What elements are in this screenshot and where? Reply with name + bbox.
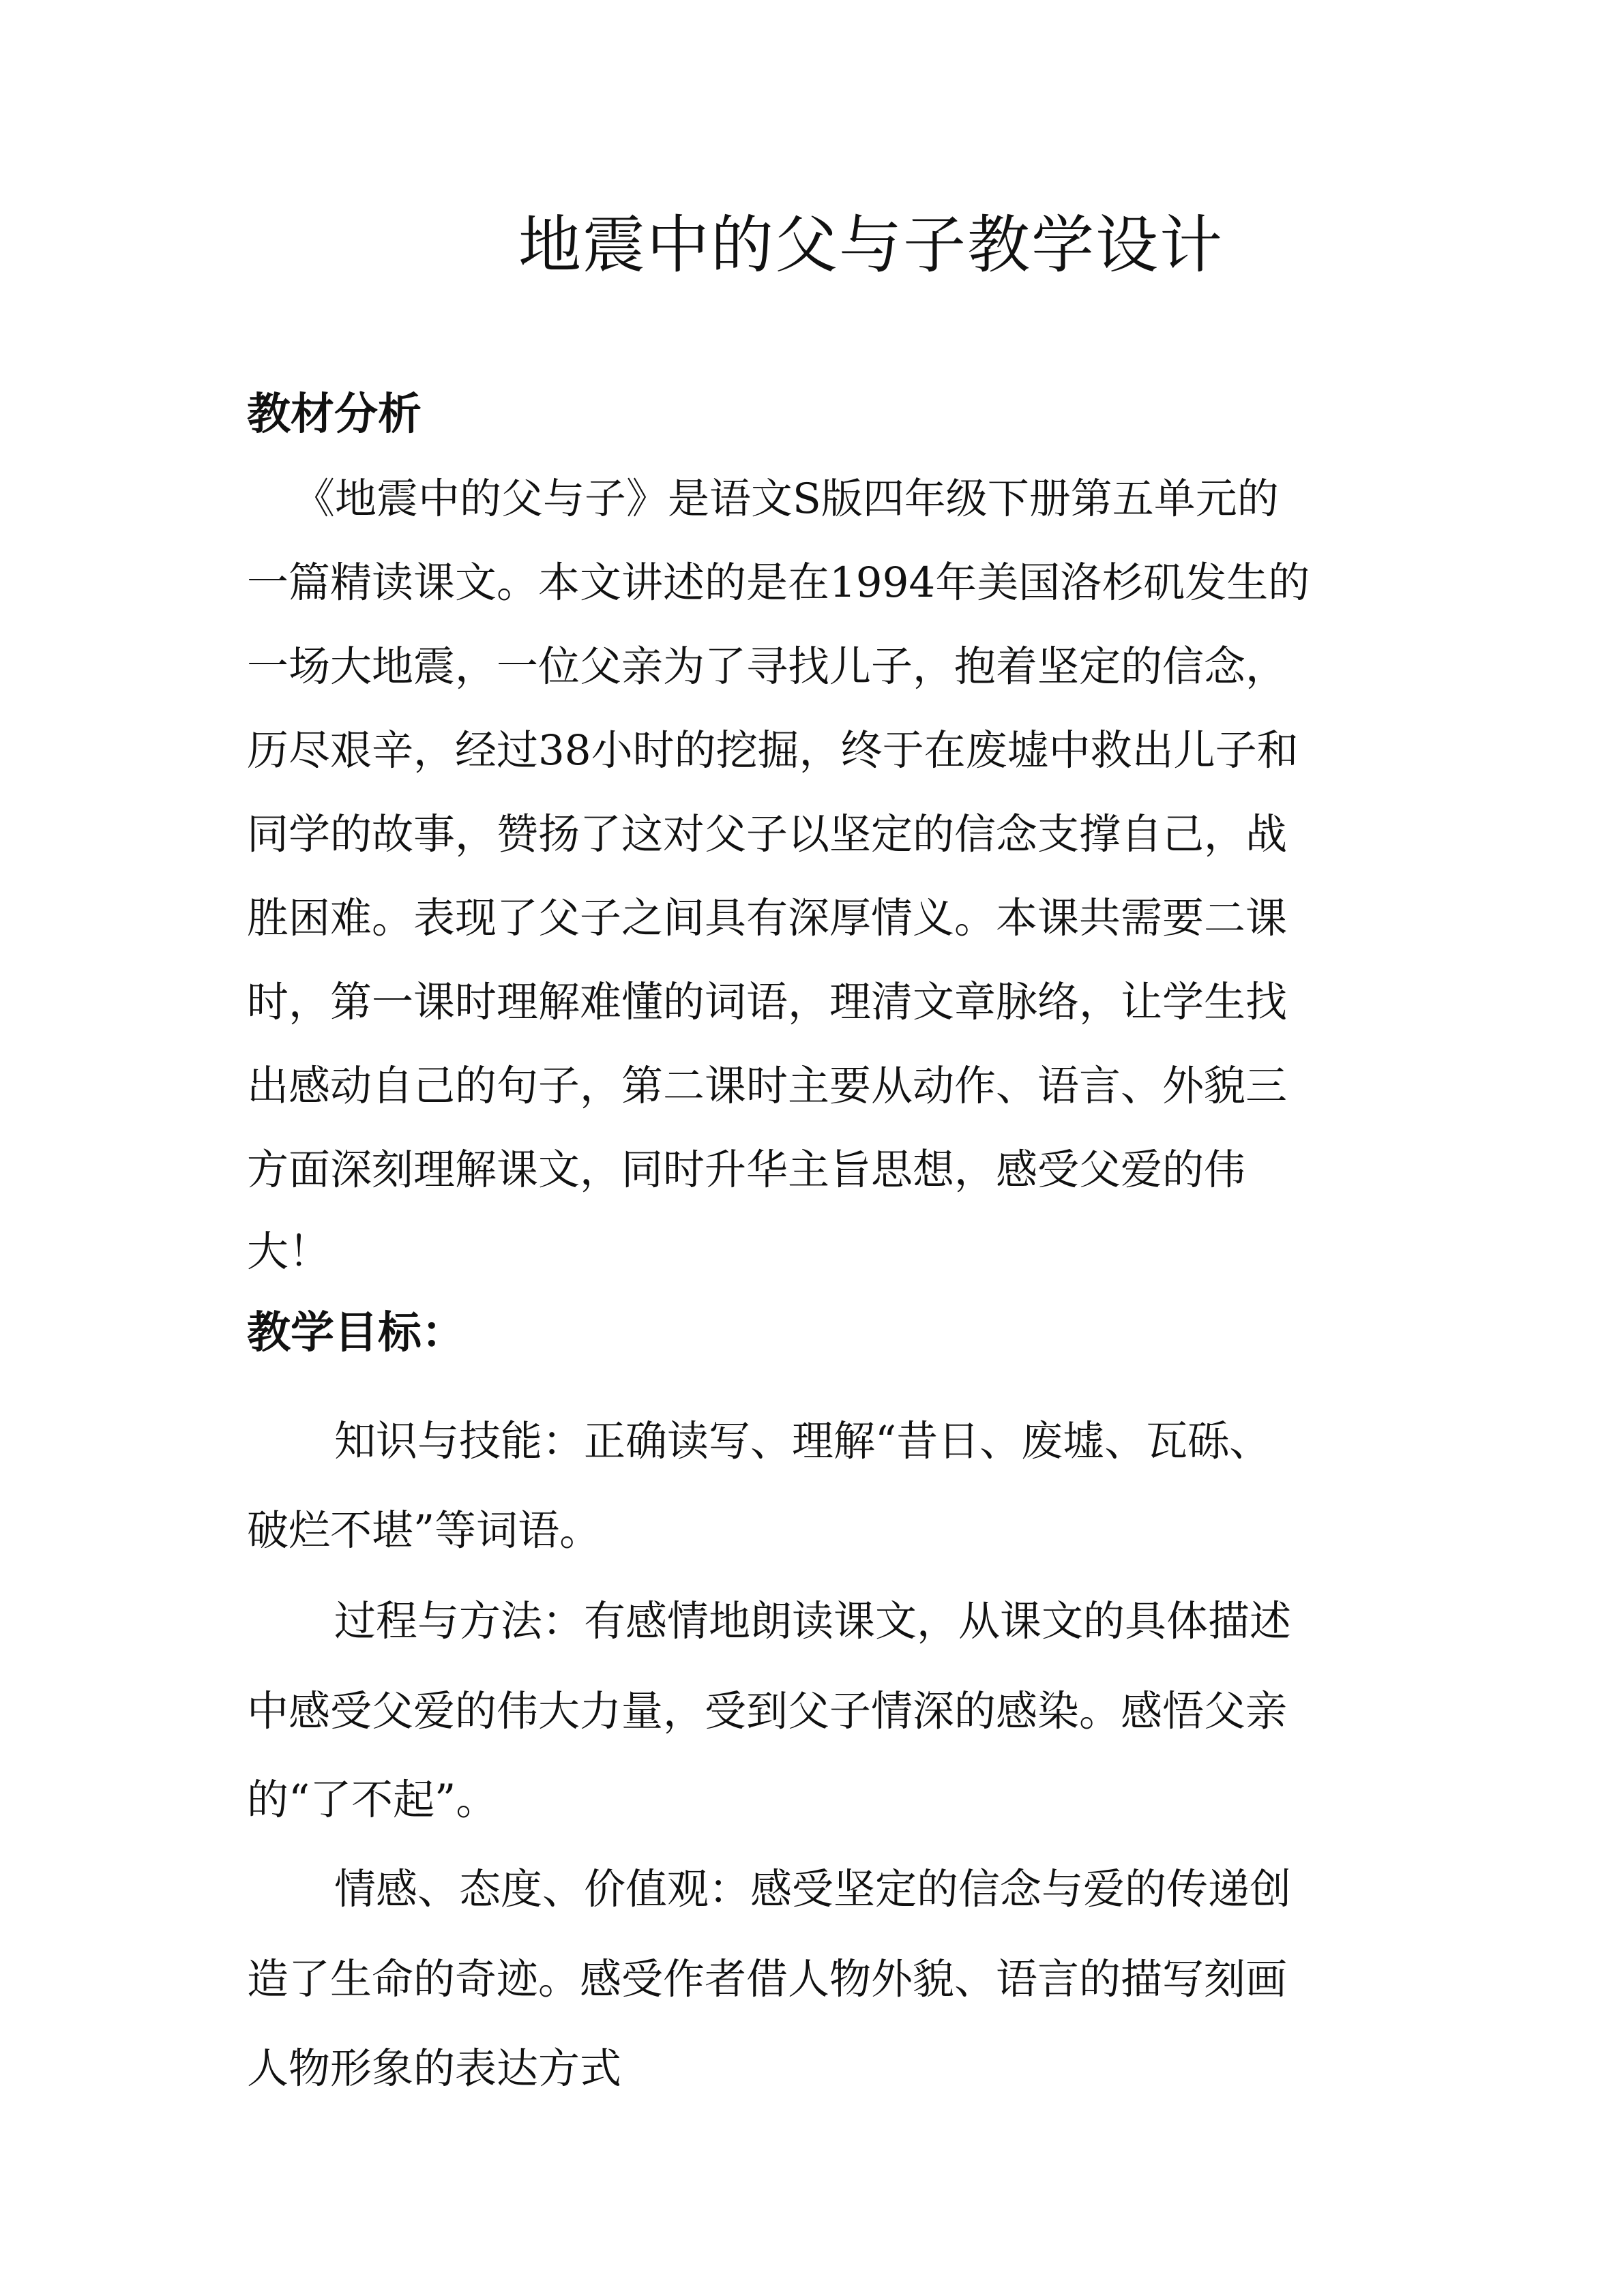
goal-emotion-line-3: 人物形象的表达方式 (247, 2044, 622, 2093)
section-heading-textbook-analysis: 教材分析 (247, 389, 422, 440)
analysis-line-7: 时，第一课时理解难懂的词语，理清文章脉络，让学生找 (247, 978, 1288, 1026)
goal-process-line-1: 过程与方法：有感情地朗读课文，从课文的具体描述 (334, 1597, 1292, 1645)
analysis-line-8: 出感动自己的句子，第二课时主要从动作、语言、外貌三 (247, 1062, 1288, 1110)
analysis-line-3: 一场大地震，一位父亲为了寻找儿子，抱着坚定的信念， (247, 642, 1288, 691)
analysis-line-9: 方面深刻理解课文，同时升华主旨思想，感受父爱的伟 (247, 1146, 1246, 1194)
analysis-line-6: 胜困难。表现了父子之间具有深厚情义。本课共需要二课 (247, 894, 1288, 942)
goal-process-line-3: 的“了不起”。 (247, 1776, 498, 1824)
document-title: 地震中的父与子教学设计 (518, 209, 1224, 282)
goal-knowledge-line-1: 知识与技能：正确读写、理解“昔日、废墟、瓦砾、 (334, 1417, 1271, 1465)
goal-emotion-line-1: 情感、态度、价值观：感受坚定的信念与爱的传递创 (334, 1865, 1292, 1913)
analysis-line-10: 大！ (247, 1227, 331, 1276)
analysis-line-1: 《地震中的父与子》是语文S版四年级下册第五单元的 (293, 475, 1279, 523)
goal-emotion-line-2: 造了生命的奇迹。感受作者借人物外貌、语言的描写刻画 (247, 1955, 1288, 2003)
goal-knowledge-line-2: 破烂不堪”等词语。 (247, 1506, 602, 1555)
analysis-line-4: 历尽艰辛，经过38小时的挖掘，终于在废墟中救出儿子和 (247, 726, 1299, 775)
analysis-line-5: 同学的故事，赞扬了这对父子以坚定的信念支撑自己，战 (247, 810, 1288, 859)
analysis-line-2: 一篇精读课文。本文讲述的是在1994年美国洛杉矶发生的 (247, 558, 1310, 607)
section-heading-teaching-goals: 教学目标： (247, 1308, 465, 1358)
goal-process-line-2: 中感受父爱的伟大力量，受到父子情深的感染。感悟父亲 (247, 1687, 1288, 1735)
